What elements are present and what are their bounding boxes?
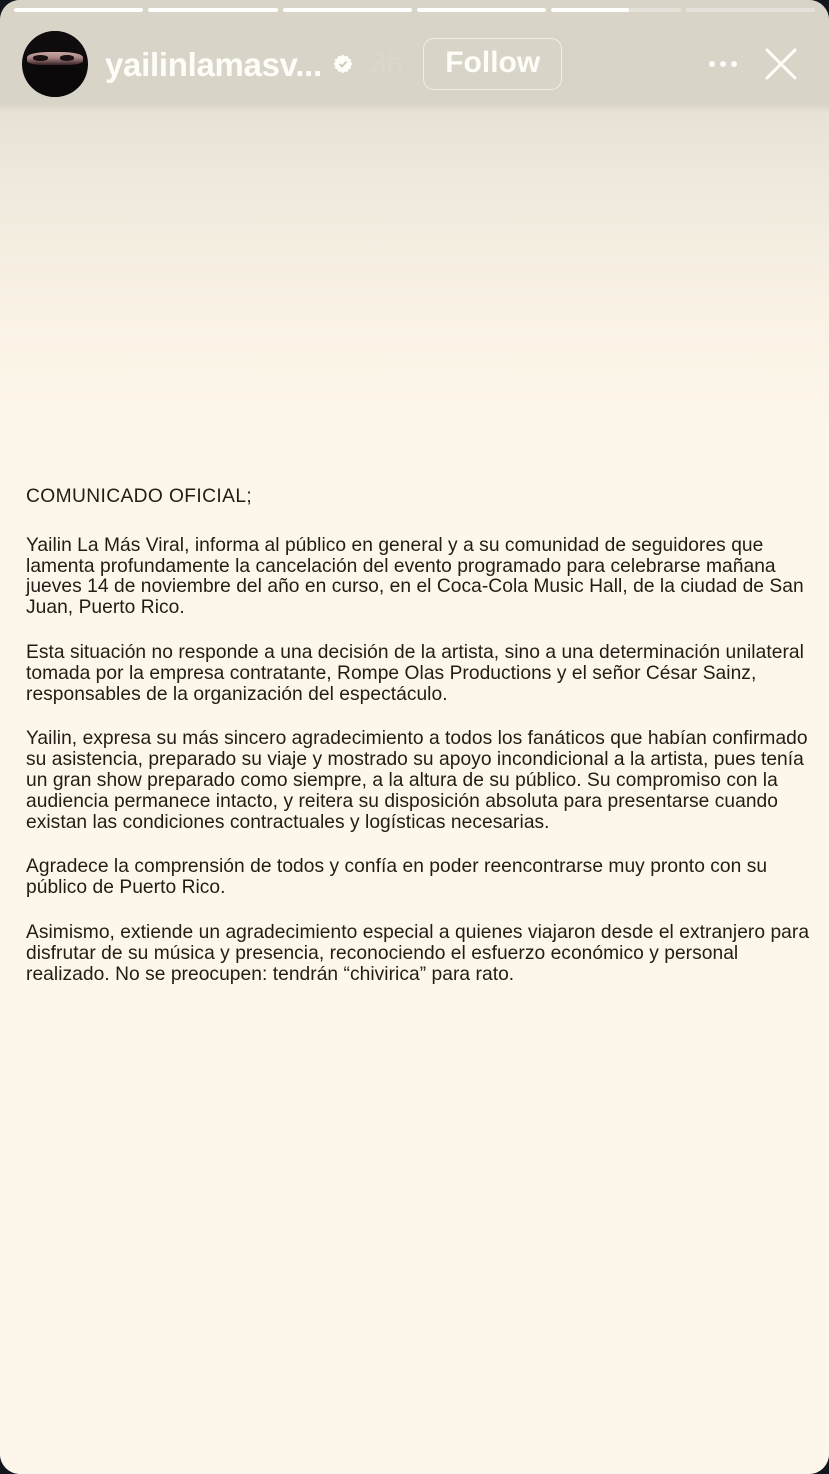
statement-paragraph-5: Asimismo, extiende un agradecimiento especial a quienes viajaron desde el extranjero para disfrutar de su música y presencia, reconociendo el esfuerzo económico y personal realizado. No se preocupen: tendrán “chivirica” para rato. bbox=[26, 921, 810, 985]
avatar[interactable] bbox=[22, 31, 88, 97]
story-header bbox=[0, 24, 829, 104]
progress-segment-5[interactable] bbox=[551, 8, 680, 12]
ellipsis-dot bbox=[720, 61, 726, 67]
statement-paragraphs bbox=[26, 536, 820, 986]
progress-segment-4[interactable] bbox=[417, 8, 546, 12]
progress-segment-fill bbox=[551, 8, 629, 12]
statement-paragraph-4: Agradece la comprensión de todos y confía en poder reencontrarse muy pronto con su público de Puerto Rico. bbox=[26, 856, 768, 899]
ellipsis-dot bbox=[709, 61, 715, 67]
avatar-eye-right bbox=[60, 55, 75, 60]
avatar-eye-left bbox=[33, 55, 48, 60]
statement-paragraph-1: Yailin La Más Viral, informa al público en general y a su comunidad de seguidores que lamenta profundamente la cancelación del evento programado para celebrarse mañana jueves 14 de noviembre del año en curso, en el Coca-Cola Music Hall, de la ciudad de San Juan, Puerto Rico. bbox=[26, 534, 804, 619]
verified-badge-icon bbox=[332, 53, 354, 75]
story-progress-bars bbox=[14, 8, 815, 13]
statement-text-block bbox=[26, 487, 820, 985]
statement-paragraph-2: Esta situación no responde a una decisión de la artista, sino a una determinación unilateral tomada por la empresa contratante, Rompe Olas Productions y el señor César Sainz, responsables de la organización del espectáculo. bbox=[26, 641, 804, 705]
close-icon bbox=[760, 43, 802, 85]
progress-segment-1[interactable] bbox=[14, 8, 143, 12]
statement-headline: COMUNICADO OFICIAL; bbox=[26, 486, 253, 507]
story-timestamp: 3h bbox=[369, 47, 404, 80]
more-options-button[interactable] bbox=[701, 42, 745, 86]
avatar-hair bbox=[22, 31, 88, 53]
progress-segment-fill bbox=[417, 8, 546, 12]
statement-paragraph-3: Yailin, expresa su más sincero agradecimiento a todos los fanáticos que habían confirmado su asistencia, preparado su viaje y mostrado su apoyo incondicional a la artista, pues tenía un gran show preparado como siempre, a la altura de su público. Su compromiso con la audiencia permanece intacto, y reitera su disposición absoluta para presentarse cuando existan las condiciones contractuales y logísticas necesarias. bbox=[26, 728, 808, 833]
progress-segment-fill bbox=[148, 8, 277, 12]
avatar-face-mask bbox=[22, 65, 88, 97]
progress-segment-2[interactable] bbox=[148, 8, 277, 12]
ellipsis-dot bbox=[731, 61, 737, 67]
progress-segment-3[interactable] bbox=[283, 8, 412, 12]
progress-segment-fill bbox=[283, 8, 412, 12]
username-label[interactable]: yailinlamasv... bbox=[105, 45, 322, 83]
follow-button[interactable]: Follow bbox=[423, 38, 562, 90]
close-button[interactable] bbox=[755, 38, 807, 90]
username-block[interactable] bbox=[105, 45, 404, 83]
progress-segment-6[interactable] bbox=[686, 8, 815, 12]
progress-segment-fill bbox=[14, 8, 143, 12]
